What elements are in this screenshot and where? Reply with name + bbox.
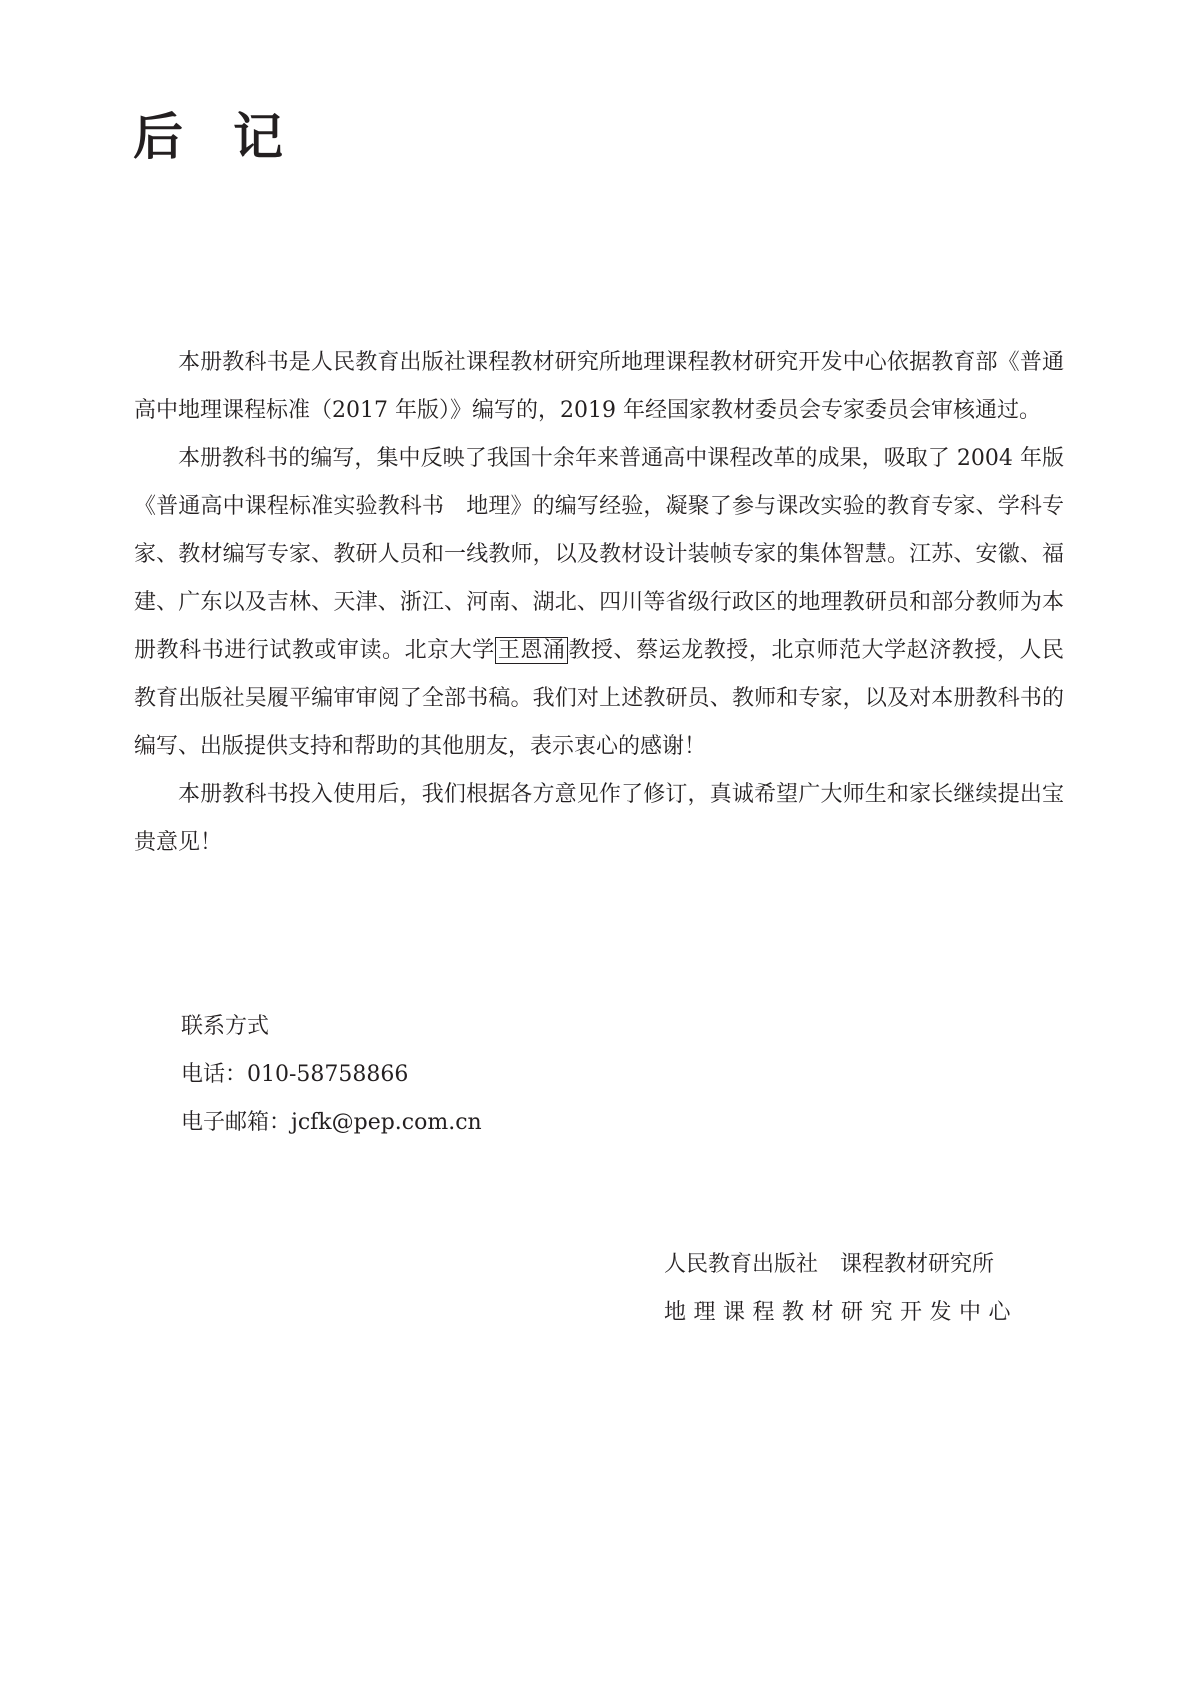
paragraph-1: 本册教科书是人民教育出版社课程教材研究所地理课程教材研究开发中心依据教育部《普通高中地理课程标准（2017 年版）》编写的，2019 年经国家教材委员会专家委员会审核通过。 <box>134 350 1064 423</box>
contact-email: 电子邮箱：jcfk@pep.com.cn <box>181 1110 482 1135</box>
afterword-body <box>134 339 1064 867</box>
paragraph-2-text-b: 教授、蔡运龙教授，北京师范大学赵济教授，人民教育出版社吴履平编审审阅了全部书稿。我们对上述教研员、教师和专家，以及对本册教科书的编写、出版提供支持和帮助的其他朋友，表示衷心的感谢！ <box>134 638 1064 759</box>
signature-org-2: 课程教材研究所 <box>840 1252 995 1277</box>
signature-org-1: 人民教育出版社 <box>664 1252 819 1277</box>
title-char-2: 记 <box>233 107 283 166</box>
boxed-name: 王恩涌 <box>495 637 569 664</box>
signature-org-3: 地理课程教材研究开发中心 <box>664 1300 1019 1325</box>
signature-line-1 <box>664 1241 1018 1289</box>
paragraph-3: 本册教科书投入使用后，我们根据各方意见作了修订，真诚希望广大师生和家长继续提出宝贵意见！ <box>134 782 1064 855</box>
paragraph-2 <box>134 435 1064 771</box>
signature-block <box>664 1241 1018 1337</box>
contact-heading: 联系方式 <box>181 1014 270 1039</box>
page-title <box>133 107 283 166</box>
paragraph-2-text-a: 本册教科书的编写，集中反映了我国十余年来普通高中课程改革的成果，吸取了 2004 年版《普通高中课程标准实验教科书 地理》的编写经验，凝聚了参与课改实验的教育专家、学科专家、教材编写专家、教研人员和一线教师，以及教材设计装帧专家的集体智慧。江苏、安徽、福建、广东以及吉林、天津、浙江、河南、湖北、四川等省级行政区的地理教研员和部分教师为本册教科书进行试教或审读。北京大学 <box>134 446 1064 663</box>
title-char-1: 后 <box>133 107 183 166</box>
contact-phone: 电话：010-58758866 <box>181 1062 409 1087</box>
contact-block <box>181 1003 482 1147</box>
